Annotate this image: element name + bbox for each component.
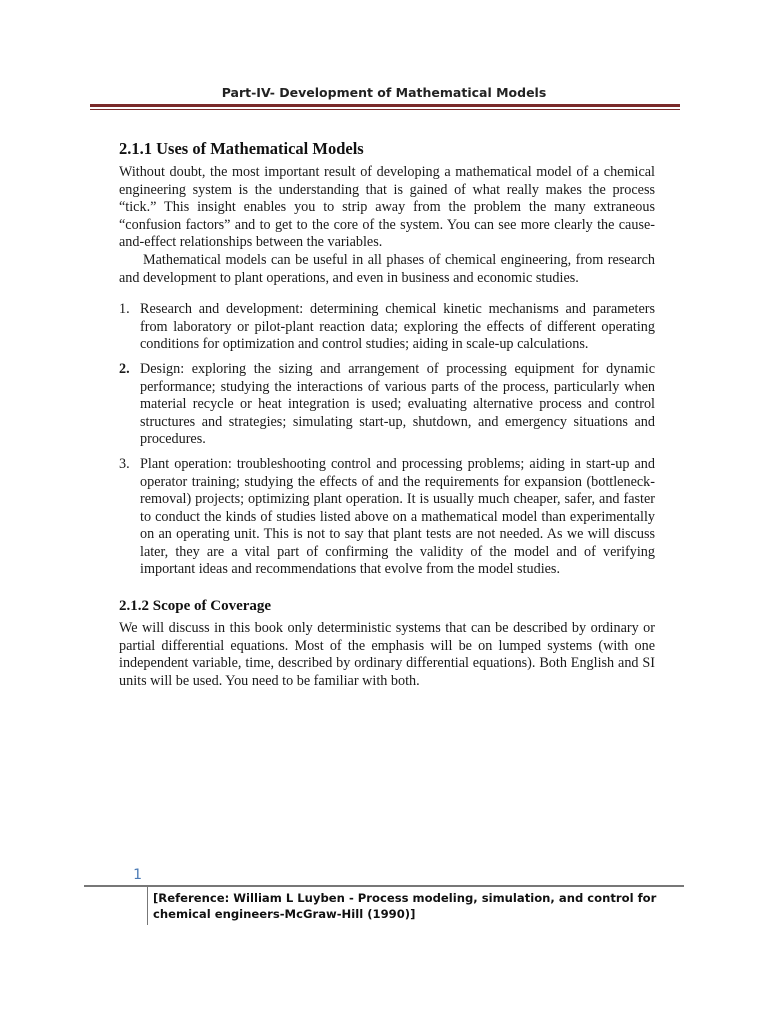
page-body [119, 138, 655, 690]
footer-reference: [Reference: William L Luyben - Process modeling, simulation, and control for chemical engineers-McGraw-Hill (1990)] [153, 891, 657, 921]
list-item [119, 456, 655, 579]
list-item-number: 1. [119, 301, 130, 318]
phases-paragraph: Mathematical models can be useful in all phases of chemical engineering, from research and development to plant operations, and even in business and economic studies. [119, 251, 655, 286]
list-item-number: 2. [119, 360, 130, 377]
intro-paragraph: Without doubt, the most important result of developing a mathematical model of a chemical engineering system is the understanding that is gained of what really makes the process “tick.” This insight enables you to strip away from the problem the many extraneous “confusion factors” and to get to the core of the system. You can see more clearly the cause-and-effect relationships between the variables. [119, 164, 655, 251]
scope-paragraph: We will discuss in this book only deterministic systems that can be described by ordinary or partial differential equations. Most of the emphasis will be on lumped systems (with one independent variable, time, described by ordinary differential equations). Both English and SI units will be used. You need to be familiar with both. [119, 620, 655, 689]
section-heading-uses: 2.1.1 Uses of Mathematical Models [119, 139, 364, 158]
header-rule-thin [90, 109, 680, 110]
list-item [119, 301, 655, 354]
footer-divider [147, 887, 148, 925]
list-item-text: Plant operation: troubleshooting control and processing problems; aiding in start-up and operator training; studying the effects of and the requirements for expansion (bottleneck-removal) projects; optimizing plant operation. It is usually much cheaper, safer, and faster to conduct the kinds of studies listed above on a mathematical model than experimentally on an operating unit. This is not to say that plant tests are not needed. As we will discuss later, they are a vital part of confirming the validity of the model and of verifying important ideas and recommendations that evolve from the model studies. [140, 455, 655, 578]
footer-rule [84, 885, 684, 887]
list-item-text: Research and development: determining chemical kinetic mechanisms and parameters from laboratory or pilot-plant reaction data; exploring the effects of different operating conditions for optimization and control studies; aiding in scale-up calculations. [140, 301, 655, 353]
section-heading-scope: 2.1.2 Scope of Coverage [119, 598, 272, 615]
header-rule-thick [90, 104, 680, 107]
uses-list [119, 301, 655, 579]
list-item-number: 3. [119, 455, 130, 472]
list-item-text: Design: exploring the sizing and arrangement of processing equipment for dynamic performance; studying the interactions of various parts of the process, particularly when material recycle or heat integration is used; evaluating alternative process and control structures and strategies; simulating start-up, shutdown, and emergency situations and procedures. [140, 360, 655, 448]
page-header-title: Part-IV- Development of Mathematical Models [221, 85, 547, 100]
list-item [119, 361, 655, 449]
page-number: 1 [133, 867, 142, 883]
